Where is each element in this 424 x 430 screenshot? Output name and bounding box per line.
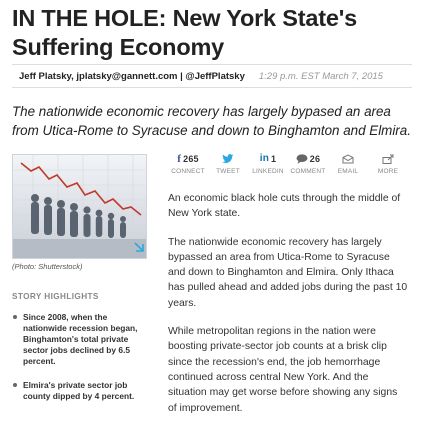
article-paragraph: An economic black hole cuts through the middle of New York state.: [168, 193, 401, 220]
linkedin-label: LINKEDIN: [252, 168, 284, 175]
highlight-item: Since 2008, when the nationwide recession began, Binghamton's total private sector jobs declined by 6.5 percent.: [12, 312, 150, 367]
photo-credit: (Photo: Shutterstock): [12, 262, 83, 271]
highlights-heading: STORY HIGHLIGHTS: [12, 292, 99, 301]
more-share-icon: [382, 154, 394, 164]
highlights-list: [12, 312, 150, 415]
article-paragraph: While metropolitan regions in the nation were boosting private-sector job counts at a brisk clip since the recession's end, the job hemorrhage continued across central New York. And the situation may get worse before showing any signs of improvement.: [168, 326, 398, 414]
article-body: [168, 191, 408, 429]
share-more-button[interactable]: [368, 153, 408, 177]
article-photo[interactable]: [12, 154, 147, 259]
timestamp: 1:29 p.m. EST March 7, 2015: [258, 70, 383, 82]
linkedin-icon: in: [259, 153, 270, 164]
share-comment-button[interactable]: [288, 153, 328, 177]
twitter-label: TWEET: [216, 168, 240, 175]
byline-bar: [12, 64, 412, 88]
share-linkedin-button[interactable]: [248, 153, 288, 177]
byline-author[interactable]: Jeff Platsky, jplatsky@gannett.com | @JeffPlatsky: [19, 70, 245, 82]
comment-count: 26: [309, 154, 321, 164]
share-bar: [168, 153, 408, 177]
email-label: EMAIL: [337, 168, 359, 175]
email-icon: [342, 154, 354, 164]
facebook-count: 265: [183, 154, 199, 164]
linkedin-count: 1: [271, 154, 277, 164]
twitter-icon: [222, 154, 234, 164]
facebook-icon: f: [177, 153, 182, 165]
article-dek: The nationwide economic recovery has largely bypased an area from Utica-Rome to Syracuse and down to Binghamton and Elmira.: [12, 104, 411, 138]
share-twitter-button[interactable]: [208, 153, 248, 177]
more-label: MORE: [377, 168, 399, 175]
article-paragraph: The nationwide economic recovery has largely bypassed an area from Utica-Rome to Syracuse and down to Binghamton and Elmira. Only Ithaca has pulled ahead and added jobs during the past 10 years.: [168, 236, 408, 309]
share-facebook-button[interactable]: [168, 153, 208, 177]
highlight-item: Elmira's private sector job county dipped by 4 percent.: [12, 380, 150, 402]
photo-illustration: [13, 155, 146, 258]
share-email-button[interactable]: [328, 153, 368, 177]
comment-label: COMMENT: [290, 168, 326, 175]
headline: IN THE HOLE: New York State's Suffering Economy: [12, 5, 357, 60]
facebook-label: CONNECT: [171, 168, 205, 175]
comment-icon: [296, 154, 308, 164]
